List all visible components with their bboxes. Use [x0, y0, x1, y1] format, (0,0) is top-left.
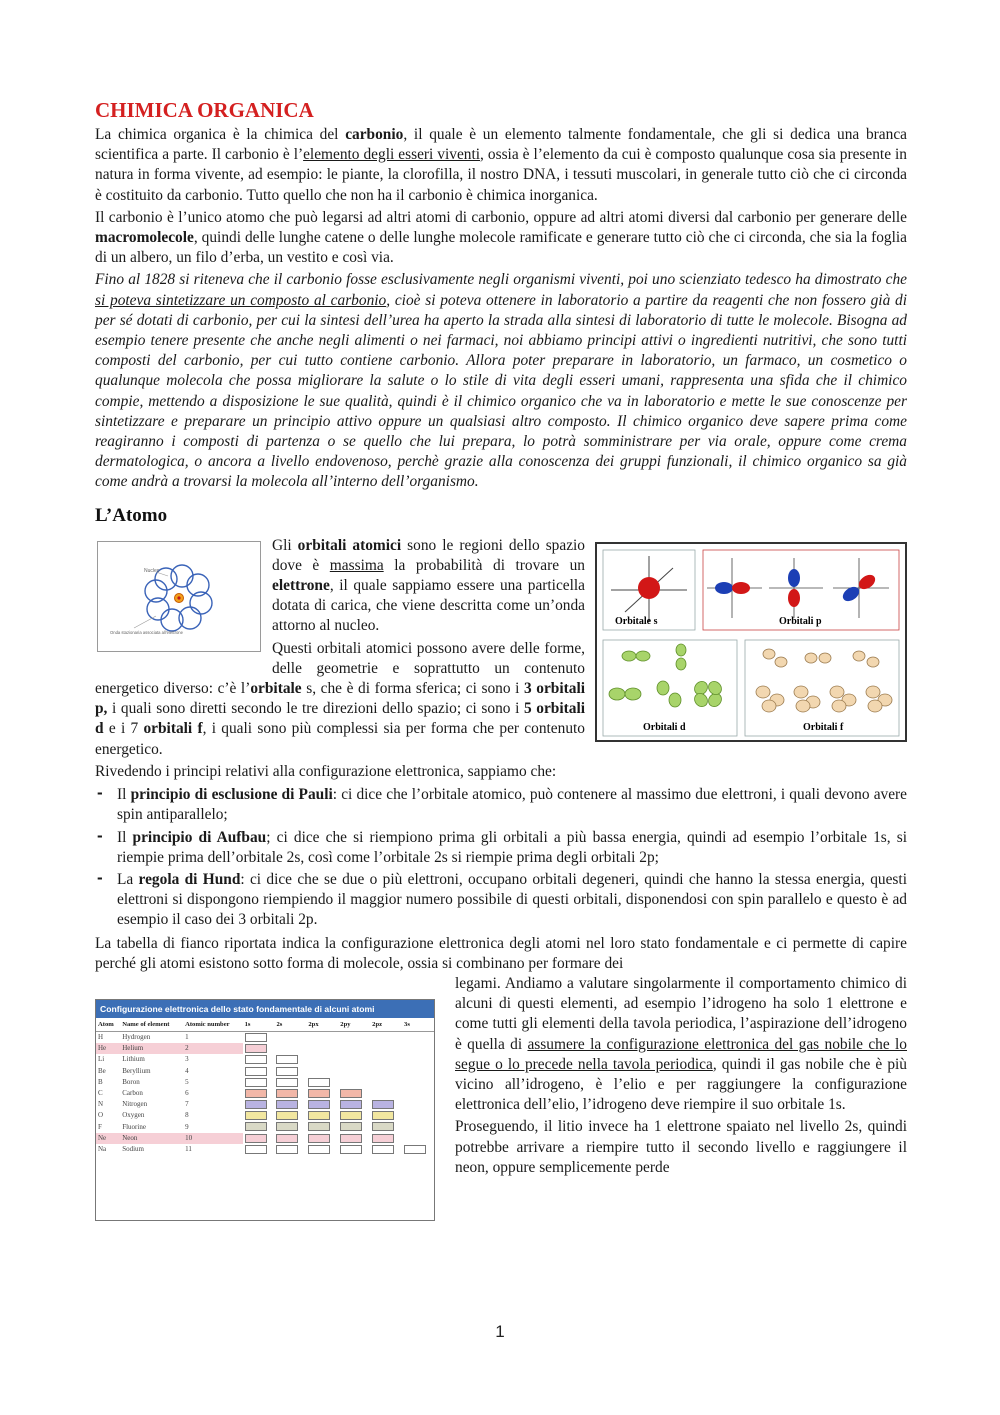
orbital-cell: [306, 1110, 338, 1121]
page-content: [95, 98, 907, 1221]
orbital-cell: [338, 1144, 370, 1155]
orbital-cell: [243, 1133, 275, 1144]
orbital-cell: [402, 1110, 434, 1121]
orbital-box: [276, 1055, 298, 1064]
orbital-cell: [243, 1077, 275, 1088]
orbital-cell: [338, 1054, 370, 1065]
bold-text: 5 orbitali d: [95, 700, 585, 738]
orbital-box: [340, 1134, 362, 1143]
orbital-cell: [402, 1099, 434, 1110]
text-run: , il quale è un elemento talmente fondamentale, che gli si dedica una branca scientifica a parte. Il carbonio è l’: [95, 126, 907, 164]
orbital-cell: [370, 1077, 402, 1088]
atomic-number-cell: 5: [185, 1077, 189, 1086]
orbital-box: [276, 1089, 298, 1098]
rules-list: [95, 785, 907, 930]
orbital-cell: [370, 1133, 402, 1144]
orbital-cell: [370, 1031, 402, 1043]
orbital-box: [340, 1122, 362, 1131]
table-row: [96, 1088, 434, 1099]
table-row: [96, 1099, 434, 1110]
underlined-text: si poteva sintetizzare un composto al carbonio: [95, 291, 387, 309]
orbital-box: [245, 1111, 267, 1120]
text-run: , cioè si poteva ottenere in laboratorio a partire da reagenti che non fossero già di per sé dotati di carbonio, per cui la sintesi dell’urea ha aperto la strada alla sintesi di laboratorio di tutte le molecole. Bisogna ad esempio tenere presente che anche negli alimenti o nei farmaci, noi abbiamo principi attivi o ingredienti nutritivi, che sono tutti composti del carbonio, per cui tutto contiene carbonio. Allora poter preparare in laboratorio, un farmaco, un cosmetico o qualunque molecola che possa migliorare la salute o lo stile di vita degli esseri umani, rappresenta una sfida che il chimico compie, mettendo a disposizione le sue qualità, quindi è il chimico organico che va in laboratorio e mette le sue conoscenze per sintetizzare e preparare un principio attivo oppure un qualsiasi altro composto. Il chimico organico deve sapere prima come reagiranno i composti di partenza o se quello che lui prepara, lo potrà somministrare per via orale, oppure come crema dermatologica, o ancora a livello endovenoso, perchè grazie alla conoscenza dei gruppi funzionali, il chimico organico sa già come andrà a trovarsi la molecola all’interno dell’organismo.: [95, 291, 907, 491]
bold-text: principio di Aufbau: [132, 828, 267, 846]
atom-symbol-cell: He: [96, 1043, 120, 1054]
orbital-box: [245, 1134, 267, 1143]
atomic-number-cell: 7: [185, 1100, 189, 1109]
orbital-box: [276, 1100, 298, 1109]
orbital-box: [276, 1078, 298, 1087]
orbital-box: [276, 1122, 298, 1131]
orbital-cell: [243, 1065, 275, 1076]
orbital-cell: [274, 1031, 306, 1043]
orbital-cell: [306, 1043, 338, 1054]
orbital-cell: [338, 1133, 370, 1144]
orbital-cell: [338, 1031, 370, 1043]
text-run: , il quale sappiamo essere una particella dotata di carica, che viene descritta come un’onda attorno al nucleo.: [272, 577, 585, 635]
configuration-table: [96, 1018, 434, 1155]
atom-symbol-cell: Ne: [96, 1133, 120, 1144]
table-row: [96, 1054, 434, 1065]
table-header-cell: 2px: [306, 1018, 338, 1032]
orbital-box: [340, 1089, 362, 1098]
atom-paragraph-4: La tabella di fianco riportata indica la configurazione elettronica degli atomi nel loro stato fondamentale e ci permette di capire perché gli atomi esistono sotto forma di molecole, ossia si combinano per formare dei: [95, 934, 907, 972]
table-row: [96, 1110, 434, 1121]
atom-symbol-cell: B: [98, 1077, 103, 1086]
orbital-box: [245, 1055, 267, 1064]
text-run: La: [117, 870, 139, 888]
intro-paragraph-3: [95, 270, 907, 492]
orbital-cell: [370, 1099, 402, 1110]
orbital-box: [276, 1111, 298, 1120]
orbital-box: [404, 1145, 426, 1154]
orbital-cell: [402, 1144, 434, 1155]
orbital-cell: [274, 1110, 306, 1121]
orbital-box: [372, 1111, 394, 1120]
orbital-cell: [306, 1144, 338, 1155]
text-run: e i 7: [103, 720, 144, 738]
table-row: [96, 1144, 434, 1155]
atomic-number-cell: 8: [185, 1111, 189, 1120]
underlined-text: elemento degli esseri viventi: [303, 146, 481, 164]
orbital-cell: [338, 1077, 370, 1088]
section-heading-atom: L’Atomo: [95, 504, 168, 526]
bullet-dash: -: [97, 825, 103, 845]
intro-paragraph-1: [95, 125, 907, 206]
text-run: , i quali sono più complessi sia per forma che per contenuto energetico.: [95, 720, 585, 758]
atom-symbol-cell: C: [98, 1088, 103, 1097]
orbital-cell: [243, 1054, 275, 1065]
element-name-cell: Nitrogen: [122, 1100, 148, 1109]
element-name-cell: Sodium: [122, 1144, 145, 1153]
orbital-cell: [243, 1144, 275, 1155]
orbital-cell: [306, 1088, 338, 1099]
atom-symbol-cell: Na: [98, 1144, 107, 1153]
cloud-label: Onda stazionaria associata all'elettrone: [110, 629, 183, 635]
table-header-cell: 2pz: [370, 1018, 402, 1032]
orbital-cell: [402, 1065, 434, 1076]
text-run: la probabilità di trovare un: [383, 556, 585, 574]
atom-symbol-cell: H: [98, 1033, 104, 1042]
atom-symbol-cell: Be: [98, 1066, 106, 1075]
table-header-cell: Name of element: [120, 1018, 183, 1032]
atomic-number-cell: 1: [185, 1033, 189, 1042]
orbital-box: [308, 1089, 330, 1098]
caption-orbital-s: Orbitale s: [615, 615, 658, 627]
bold-text: elettrone: [272, 577, 330, 595]
orbital-cell: [306, 1054, 338, 1065]
orbital-cell: [402, 1088, 434, 1099]
text-run: Questi orbitali atomici possono avere delle forme, delle geometrie e soprattutto un contenuto energetico diverso: c’è l’: [95, 639, 585, 698]
orbital-box: [245, 1044, 267, 1053]
orbital-cell: [338, 1110, 370, 1121]
orbital-cell: [274, 1099, 306, 1110]
atomic-number-cell: 6: [185, 1088, 189, 1097]
orbital-cell: [402, 1121, 434, 1132]
text-run: ; ci dice che si riempiono prima gli orbitali a più bassa energia, quindi ad esempio l’orbitale 1s, si riempie prima dell’orbitale 2s, così come l’orbitale 2s si riempie prima degli orbitali 2p;: [117, 828, 907, 866]
intro-paragraph-2: [95, 208, 907, 269]
caption-orbital-p: Orbitali p: [779, 615, 822, 627]
caption-orbital-d: Orbitali d: [643, 721, 686, 733]
atom-paragraph-6: Proseguendo, il litio invece ha 1 elettrone spaiato nel livello 2s, quindi potrebbe arrivare a riempire tutto il secondo livello e raggiungere il neon, oppure semplicemente perde: [455, 1118, 907, 1176]
text-run: Fino al 1828 si riteneva che il carbonio fosse esclusivamente negli organismi viventi, poi uno scienziato tedesco ha dimostrato che: [95, 271, 907, 289]
orbital-cell: [402, 1043, 434, 1054]
bold-text: principio di esclusione di Pauli: [130, 786, 333, 804]
text-run: Il carbonio è l’unico atomo che può legarsi ad altri atomi di carbonio, oppure ad altri atomi diversi dal carbonio per generare delle: [95, 208, 907, 226]
orbital-cell: [274, 1144, 306, 1155]
table-row: [96, 1065, 434, 1076]
text-run: Il: [117, 786, 131, 804]
table-row: [96, 1077, 434, 1088]
orbital-cell: [274, 1077, 306, 1088]
orbital-box: [245, 1122, 267, 1131]
bullet-dash: -: [97, 867, 103, 887]
orbital-cell: [338, 1043, 370, 1054]
orbital-cell: [338, 1121, 370, 1132]
bold-text: orbitali f: [143, 720, 203, 738]
orbital-box: [308, 1111, 330, 1120]
element-name-cell: Helium: [120, 1043, 183, 1054]
bold-text: orbitale: [250, 680, 302, 698]
table-header-row: [96, 1018, 434, 1032]
text-run: legami. Andiamo a valutare singolarmente il comportamento chimico di alcuni di questi elementi, ad esempio l’idrogeno ha solo 1 elettrone e come tutti gli elementi della tavola periodica, l’aspirazione dell’idrogeno è quella di: [455, 974, 907, 1053]
orbital-cell: [370, 1110, 402, 1121]
orbital-cell: [306, 1077, 338, 1088]
orbital-box: [340, 1100, 362, 1109]
bold-text: macromolecole: [95, 229, 194, 247]
orbital-box: [276, 1134, 298, 1143]
orbital-box: [372, 1100, 394, 1109]
atom-symbol-cell: N: [98, 1100, 104, 1109]
page-title: CHIMICA ORGANICA: [95, 98, 314, 122]
text-run: s, che è di forma sferica; ci sono i: [301, 680, 524, 698]
orbital-cell: [243, 1110, 275, 1121]
orbital-box: [276, 1145, 298, 1154]
orbital-cell: [243, 1043, 275, 1054]
orbital-box: [245, 1089, 267, 1098]
table-row: [96, 1121, 434, 1132]
text-run: , quindi delle lunghe catene o delle lunghe molecole ramificate e generare tutto ciò che ci circonda, che sia la foglia di un albero, un filo d’erba, un vestito e così via.: [95, 229, 907, 267]
atomic-number-cell: 2: [183, 1043, 243, 1054]
orbital-box: [245, 1078, 267, 1087]
underlined-text: massima: [329, 556, 384, 574]
rule-aufbau: [95, 825, 907, 868]
table-body: [96, 1031, 434, 1155]
table-title: Configurazione elettronica dello stato fondamentale di alcuni atomi: [96, 1000, 434, 1018]
orbital-box: [308, 1134, 330, 1143]
element-name-cell: Oxygen: [122, 1111, 145, 1120]
table-header-cell: 2py: [338, 1018, 370, 1032]
orbital-cell: [243, 1031, 275, 1043]
orbital-cell: [243, 1099, 275, 1110]
text-run: La chimica organica è la chimica del: [95, 126, 346, 143]
orbital-cell: [370, 1054, 402, 1065]
element-name-cell: Boron: [122, 1077, 140, 1086]
orbital-box: [340, 1111, 362, 1120]
orbital-cell: [274, 1133, 306, 1144]
orbital-cell: [306, 1133, 338, 1144]
table-header-cell: Atom: [96, 1018, 120, 1032]
table-header-cell: 2s: [274, 1018, 306, 1032]
caption-orbital-f: Orbitali f: [803, 721, 844, 733]
atom-symbol-cell: F: [98, 1122, 102, 1131]
orbital-box: [308, 1145, 330, 1154]
atomic-number-cell: 10: [183, 1133, 243, 1144]
orbital-cell: [402, 1031, 434, 1043]
orbital-box: [245, 1145, 267, 1154]
orbital-cell: [338, 1099, 370, 1110]
orbital-box: [308, 1078, 330, 1087]
orbital-cell: [274, 1054, 306, 1065]
bold-text: 3 orbitali p,: [95, 680, 585, 718]
element-name-cell: Lithium: [122, 1055, 145, 1064]
orbital-box: [245, 1067, 267, 1076]
orbital-cell: [370, 1088, 402, 1099]
orbital-box: [340, 1145, 362, 1154]
orbital-cell: [274, 1043, 306, 1054]
atomic-number-cell: 11: [185, 1144, 192, 1153]
orbital-cell: [370, 1144, 402, 1155]
orbital-box: [245, 1033, 267, 1042]
orbital-cell: [306, 1065, 338, 1076]
orbital-box: [276, 1067, 298, 1076]
element-name-cell: Hydrogen: [122, 1033, 151, 1042]
orbital-cell: [370, 1121, 402, 1132]
bold-text: orbitali atomici: [297, 536, 402, 554]
orbital-box: [308, 1122, 330, 1131]
element-name-cell: Fluorine: [122, 1122, 146, 1131]
orbital-cell: [306, 1099, 338, 1110]
nucleus-label: Nucleo: [144, 567, 160, 574]
orbital-cell: [243, 1088, 275, 1099]
orbital-cell: [402, 1133, 434, 1144]
orbital-cell: [338, 1065, 370, 1076]
table-header-cell: 1s: [243, 1018, 275, 1032]
orbital-box: [372, 1134, 394, 1143]
table-row: [96, 1043, 434, 1054]
orbital-box: [372, 1145, 394, 1154]
atom-symbol-cell: O: [98, 1111, 104, 1120]
text-run: : ci dice che se due o più elettroni, occupano orbitali degeneri, quindi che hanno la stessa energia, questi elettroni si dispongono riempiendo il maggior numero possibile di questi orbitali, disponendosi con spin parallelo e questo è ad esempio il caso dei 3 orbitali 2p.: [117, 870, 907, 929]
text-run: i quali sono diretti secondo le tre direzioni dello spazio; ci sono i: [107, 700, 524, 718]
table-row: [96, 1133, 434, 1144]
orbital-cell: [402, 1077, 434, 1088]
text-run: Gli: [272, 536, 298, 554]
atom-orbital-figure: [97, 541, 261, 652]
atom-paragraph-5: [455, 974, 907, 1115]
atomic-number-cell: 3: [185, 1055, 189, 1064]
atom-symbol-cell: Li: [98, 1055, 105, 1064]
orbital-cell: [370, 1043, 402, 1054]
atom-paragraph-3: Rivedendo i principi relativi alla configurazione elettronica, sappiamo che:: [95, 762, 557, 780]
orbital-cell: [370, 1065, 402, 1076]
bold-text: regola di Hund: [138, 870, 241, 888]
orbitals-figure: [595, 542, 907, 742]
element-name-cell: Beryllium: [122, 1066, 151, 1075]
atomic-number-cell: 9: [185, 1122, 189, 1131]
orbital-cell: [274, 1065, 306, 1076]
rule-hund: [95, 867, 907, 931]
configuration-table-figure: [95, 999, 435, 1221]
orbital-box: [245, 1100, 267, 1109]
orbital-box: [372, 1122, 394, 1131]
element-name-cell: Carbon: [122, 1088, 143, 1097]
orbital-cell: [306, 1121, 338, 1132]
text-run: , ossia è l’elemento da cui è composto qualunque cosa sia presente in natura in forma vivente, ad esempio: le piante, la clorofilla, il nostro DNA, i tessuti muscolari, in generale tutto ciò che ci circonda è costituito da carbonio. Tutto quello che non ha il carbonio è chimica inorganica.: [95, 146, 908, 204]
text-run: sono le regioni dello spazio dove è: [272, 536, 586, 574]
table-header-cell: Atomic number: [183, 1018, 243, 1032]
text-run: : ci dice che l’orbitale atomico, può contenere al massimo due elettroni, i quali devono avere spin antiparallelo;: [117, 786, 908, 824]
bold-text: carbonio: [345, 126, 404, 143]
text-run: , quindi il gas nobile che è più vicino all’idrogeno, è l’elio e per raggiungere la configurazione elettronica dell’elio, l’idrogeno deve riempire il suo orbitale 1s.: [455, 1055, 907, 1114]
orbital-box: [308, 1100, 330, 1109]
element-name-cell: Neon: [120, 1133, 183, 1144]
table-header-cell: 3s: [402, 1018, 434, 1032]
text-run: Il: [117, 828, 133, 846]
orbital-cell: [338, 1088, 370, 1099]
underlined-text: assumere la configurazione elettronica del gas nobile che lo segue o lo precede nella tavola periodica: [455, 1035, 908, 1073]
orbital-cell: [274, 1121, 306, 1132]
bullet-dash: -: [97, 783, 103, 803]
page-number: 1: [495, 1322, 505, 1341]
orbital-cell: [274, 1088, 306, 1099]
table-row: [96, 1031, 434, 1043]
rule-pauli: [95, 785, 907, 825]
orbital-cell: [243, 1121, 275, 1132]
orbital-cell: [306, 1031, 338, 1043]
orbital-cell: [402, 1054, 434, 1065]
atomic-number-cell: 4: [185, 1066, 189, 1075]
